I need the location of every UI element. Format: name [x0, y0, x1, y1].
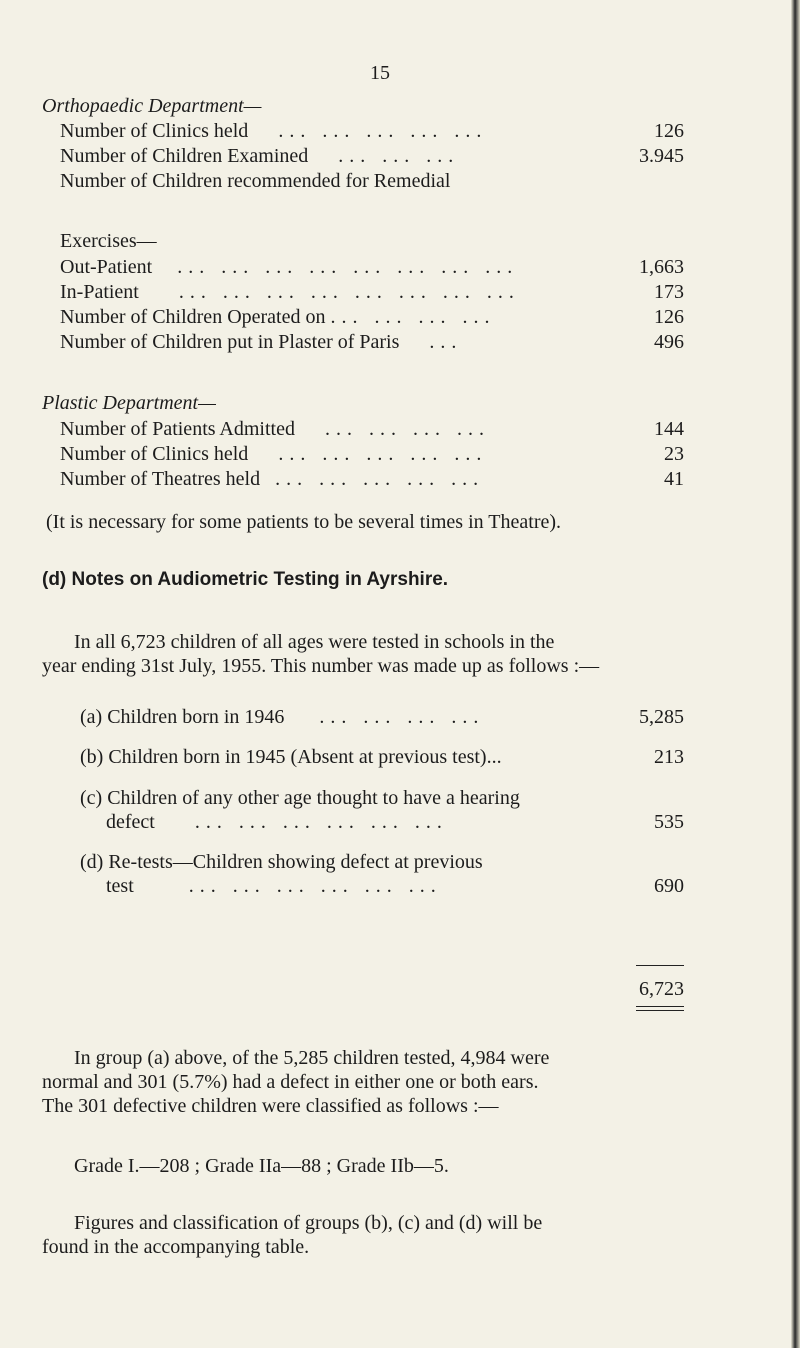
audiometric-heading: (d) Notes on Audiometric Testing in Ayrshire. [42, 569, 449, 590]
plastic-row-admitted: Number of Patients Admitted ... ... ... ... 144 [60, 418, 684, 440]
group-a-para-line3: The 301 defective children were classified as follows :— [42, 1095, 499, 1117]
audio-intro-line2: year ending 31st July, 1955. This number was made up as follows :— [42, 655, 600, 677]
closing-para-line2: found in the accompanying table. [42, 1236, 310, 1258]
audio-item-a-value: 5,285 [639, 706, 684, 728]
ortho-row-examined: Number of Children Examined ... ... ... 3.945 [60, 145, 684, 167]
audio-item-a: (a) Children born in 1946 ... ... ... ... 5,285 [80, 706, 684, 728]
audio-item-b-value: 213 [654, 746, 684, 768]
plastic-row-clinics: Number of Clinics held ... ... ... ... ... 23 [60, 443, 684, 465]
ortho-inpatient-value: 173 [654, 281, 684, 303]
audio-item-b: (b) Children born in 1945 (Absent at previous test)... 213 [80, 746, 684, 768]
total-rule [636, 965, 684, 966]
audio-intro-line1: In all 6,723 children of all ages were tested in schools in the [74, 631, 555, 653]
total-double-rule [636, 1006, 684, 1011]
plastic-clinics-value: 23 [664, 443, 684, 465]
ortho-operated-value: 126 [654, 306, 684, 328]
exercises-label: Exercises— [60, 230, 157, 252]
plastic-admitted-value: 144 [654, 418, 684, 440]
orthopaedic-heading: Orthopaedic Department— [42, 95, 262, 117]
ortho-examined-value: 3.945 [639, 145, 684, 167]
plastic-theatres-value: 41 [664, 468, 684, 490]
audio-item-c-value: 535 [654, 811, 684, 833]
group-a-para-line2: normal and 301 (5.7%) had a defect in either one or both ears. [42, 1071, 539, 1093]
ortho-row-operated: Number of Children Operated on ... ... ... ... 126 [60, 306, 684, 328]
grades-line: Grade I.—208 ; Grade IIa—88 ; Grade IIb—5. [74, 1155, 449, 1177]
ortho-clinics-value: 126 [654, 120, 684, 142]
plastic-row-theatres: Number of Theatres held ... ... ... ... ... 41 [60, 468, 684, 490]
ortho-row-inpatient: In-Patient ... ... ... ... ... ... ... ... 173 [60, 281, 684, 303]
ortho-remedial-line: Number of Children recommended for Remedial [60, 170, 451, 192]
page-edge-shadow [791, 0, 800, 1348]
audio-item-d-line1: (d) Re-tests—Children showing defect at previous [80, 851, 483, 873]
plastic-heading: Plastic Department— [42, 392, 216, 414]
closing-para-line1: Figures and classification of groups (b), (c) and (d) will be [74, 1212, 543, 1234]
audio-item-d: test ... ... ... ... ... ... 690 [106, 875, 684, 897]
audio-item-d-value: 690 [654, 875, 684, 897]
ortho-row-clinics: Number of Clinics held ... ... ... ... ... 126 [60, 120, 684, 142]
ortho-outpatient-value: 1,663 [639, 256, 684, 278]
audio-item-c-line1: (c) Children of any other age thought to have a hearing [80, 787, 520, 809]
plastic-note: (It is necessary for some patients to be several times in Theatre). [46, 511, 562, 533]
page-number: 15 [370, 62, 390, 84]
ortho-plaster-value: 496 [654, 331, 684, 353]
ortho-row-plaster: Number of Children put in Plaster of Paris ... 496 [60, 331, 684, 353]
audio-item-c: defect ... ... ... ... ... ... 535 [106, 811, 684, 833]
ortho-row-outpatient: Out-Patient ... ... ... ... ... ... ... ... 1,663 [60, 256, 684, 278]
audio-total: 6,723 [639, 978, 684, 1000]
group-a-para-line1: In group (a) above, of the 5,285 children tested, 4,984 were [74, 1047, 550, 1069]
